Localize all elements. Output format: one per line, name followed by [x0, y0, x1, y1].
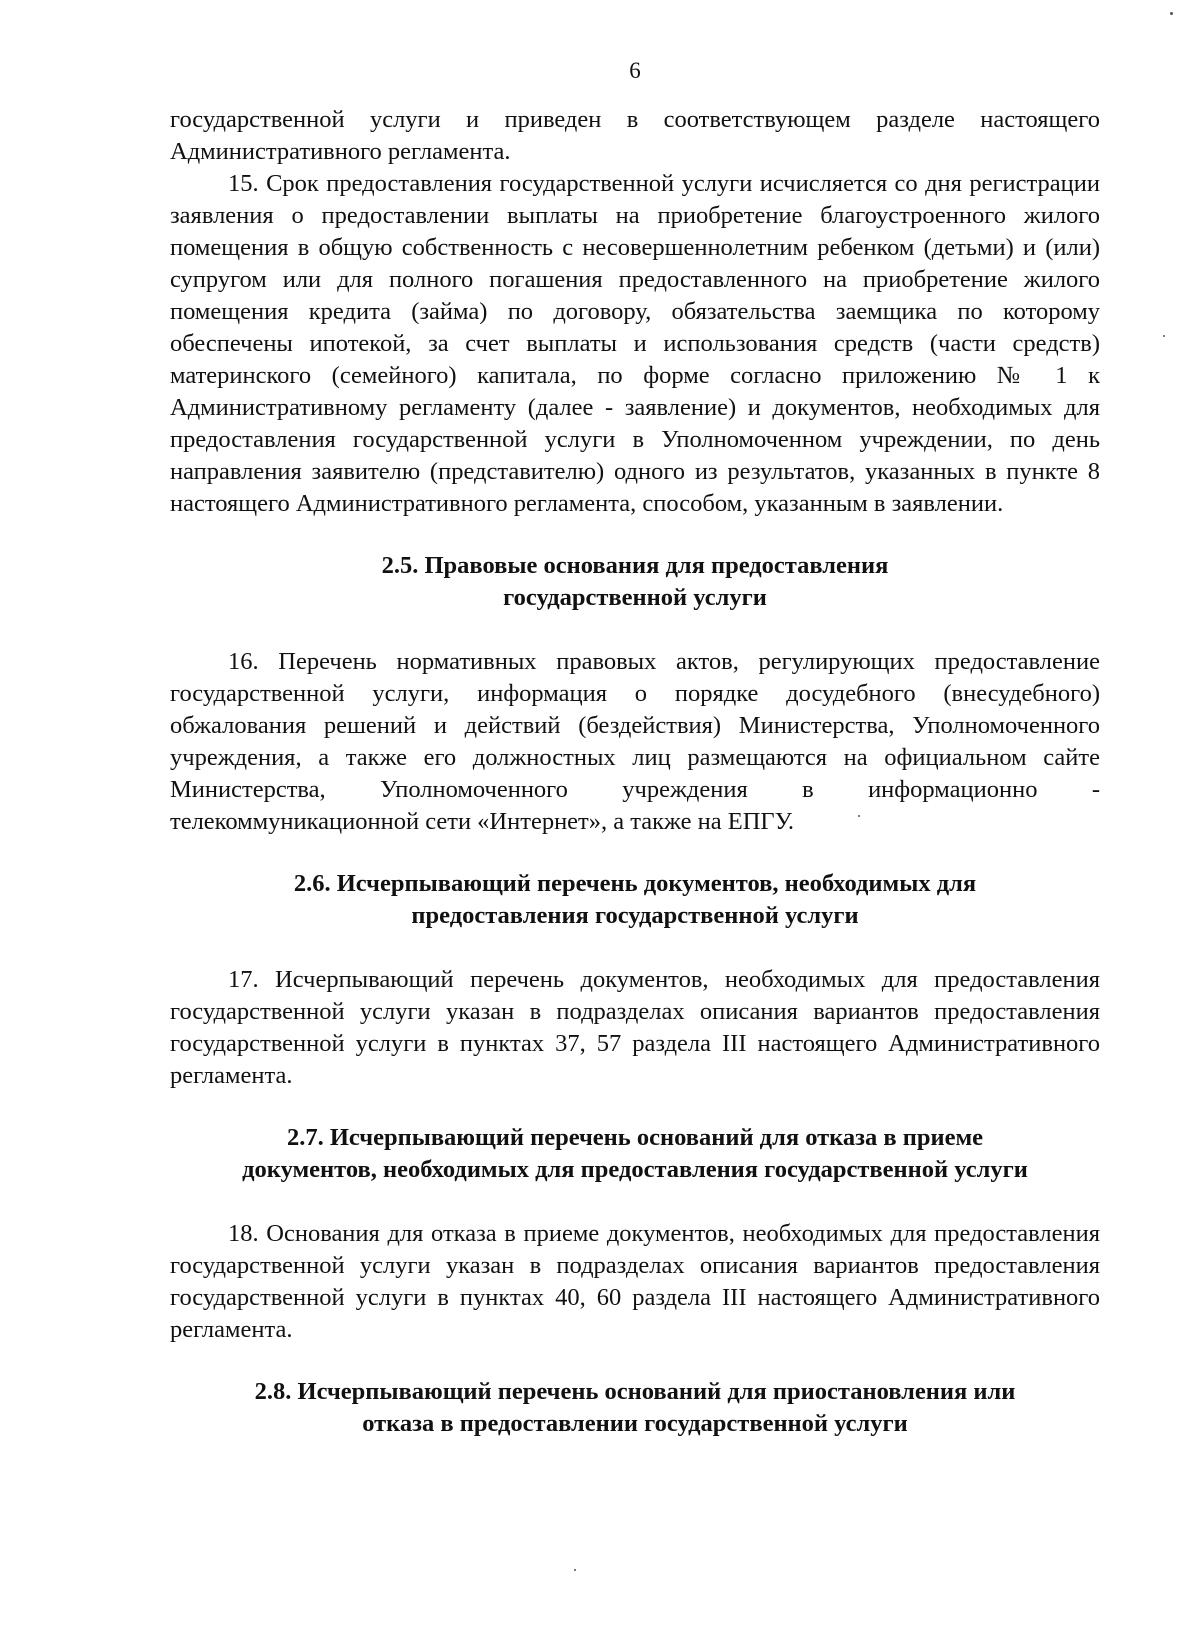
section-heading-2-6	[170, 868, 1100, 932]
paragraph-16: 16. Перечень нормативных правовых актов, регулирующих предоставление государственной услуги, информация о порядке досудебного (внесудебного) обжалования решений и действий (бездействия) Министерства, Уполномоченного учреждения, а также его должностных лиц размещаются на официальном сайте Министерства, Уполномоченного учреждения в информационно - телекоммуникационной сети «Интернет», а также на ЕПГУ.	[170, 648, 1100, 835]
paragraph-15: 15. Срок предоставления государственной услуги исчисляется со дня регистрации заявления о предоставлении выплаты на приобретение благоустроенного жилого помещения в общую собственность с несовершеннолетним ребенком (детьми) и (или) супругом или для полного погашения предоставленного на приобретение жилого помещения кредита (займа) по договору, обязательства заемщика по которому обеспечены ипотекой, за счет выплаты и использования средств (части средств) материнского (семейного) капитала, по форме согласно приложению № 1 к Административному регламенту (далее - заявление) и документов, необходимых для предоставления государственной услуги в Уполномоченном учреждении, по день направления заявителю (представителю) одного из результатов, указанных в пункте 8 настоящего Административного регламента, способом, указанным в заявлении.	[170, 170, 1100, 517]
heading-line: документов, необходимых для предоставления государственной услуги	[242, 1156, 1028, 1183]
heading-line: предоставления государственной услуги	[411, 902, 859, 929]
section-heading-2-5	[170, 550, 1100, 614]
paragraph-17: 17. Исчерпывающий перечень документов, необходимых для предоставления государственной услуги указан в подразделах описания вариантов предоставления государственной услуги в пунктах 37, 57 раздела III настоящего Административного регламента.	[170, 966, 1100, 1089]
scan-speck	[574, 1569, 576, 1571]
scan-speck	[1163, 335, 1165, 337]
heading-line: отказа в предоставлении государственной услуги	[362, 1410, 908, 1437]
heading-line: 2.8. Исчерпывающий перечень оснований для приостановления или	[254, 1378, 1016, 1405]
heading-line: 2.7. Исчерпывающий перечень оснований для отказа в приеме	[286, 1124, 984, 1151]
section-heading-2-7	[170, 1122, 1100, 1186]
document-body	[170, 104, 1100, 1440]
page-number: 6	[629, 58, 641, 83]
paragraph-18: 18. Основания для отказа в приеме документов, необходимых для предоставления государственной услуги указан в подразделах описания вариантов предоставления государственной услуги в пунктах 40, 60 раздела III настоящего Административного регламента.	[170, 1220, 1100, 1343]
section-heading-2-8	[170, 1376, 1100, 1440]
scan-speck	[858, 815, 860, 817]
paragraph-continuation: государственной услуги и приведен в соответствующем разделе настоящего Административного регламента.	[170, 106, 1100, 165]
heading-line: 2.6. Исчерпывающий перечень документов, необходимых для	[293, 870, 977, 897]
scan-speck	[1170, 12, 1173, 15]
heading-line: 2.5. Правовые основания для предоставления	[381, 552, 889, 579]
heading-line: государственной услуги	[503, 584, 767, 611]
